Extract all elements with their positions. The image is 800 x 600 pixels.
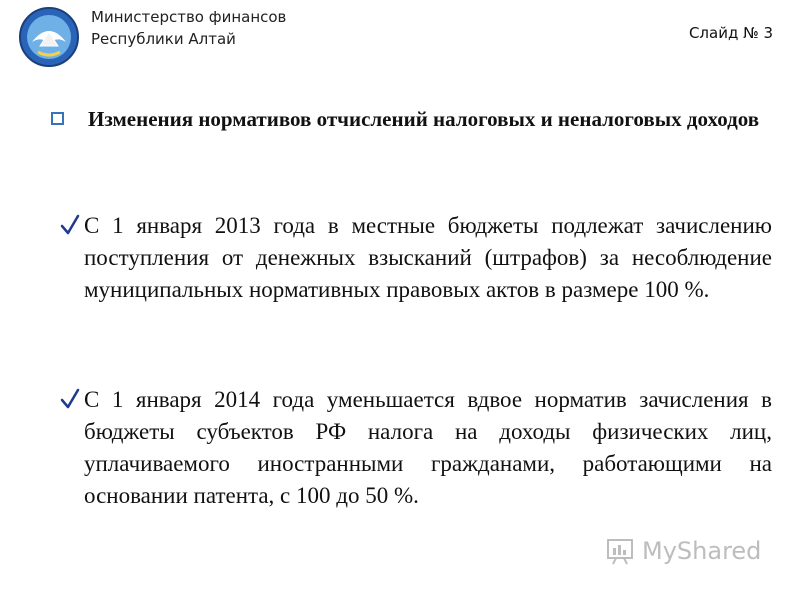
- checkmark-icon: [60, 388, 80, 410]
- slide-number: Слайд № 3: [688, 24, 773, 42]
- watermark: [606, 536, 761, 566]
- list-item-2014: С 1 января 2014 года уменьшается вдвое норматив зачисления в бюджеты субъектов РФ налога на доходы физических лиц, уплачиваемого иностранными гражданами, работающими на основании патента, с 100 до 50 %.: [84, 387, 772, 508]
- altai-emblem-icon: [18, 6, 80, 68]
- org-line-2: Республики Алтай: [91, 30, 236, 48]
- org-line-1: Министерство финансов: [91, 8, 287, 26]
- section-heading: [48, 104, 772, 134]
- checkmark-icon: [60, 214, 80, 236]
- organization-name: [91, 6, 286, 50]
- watermark-text: MyShared: [642, 537, 762, 565]
- bar-chart-icon: [606, 536, 636, 566]
- section-heading-text: Изменения нормативов отчислений налоговых и неналоговых доходов: [88, 107, 760, 131]
- list-item-2013: С 1 января 2013 года в местные бюджеты подлежат зачислению поступления от денежных взысканий (штрафов) за несоблюдение муниципальных нормативных правовых актов в размере 100 %.: [84, 213, 772, 302]
